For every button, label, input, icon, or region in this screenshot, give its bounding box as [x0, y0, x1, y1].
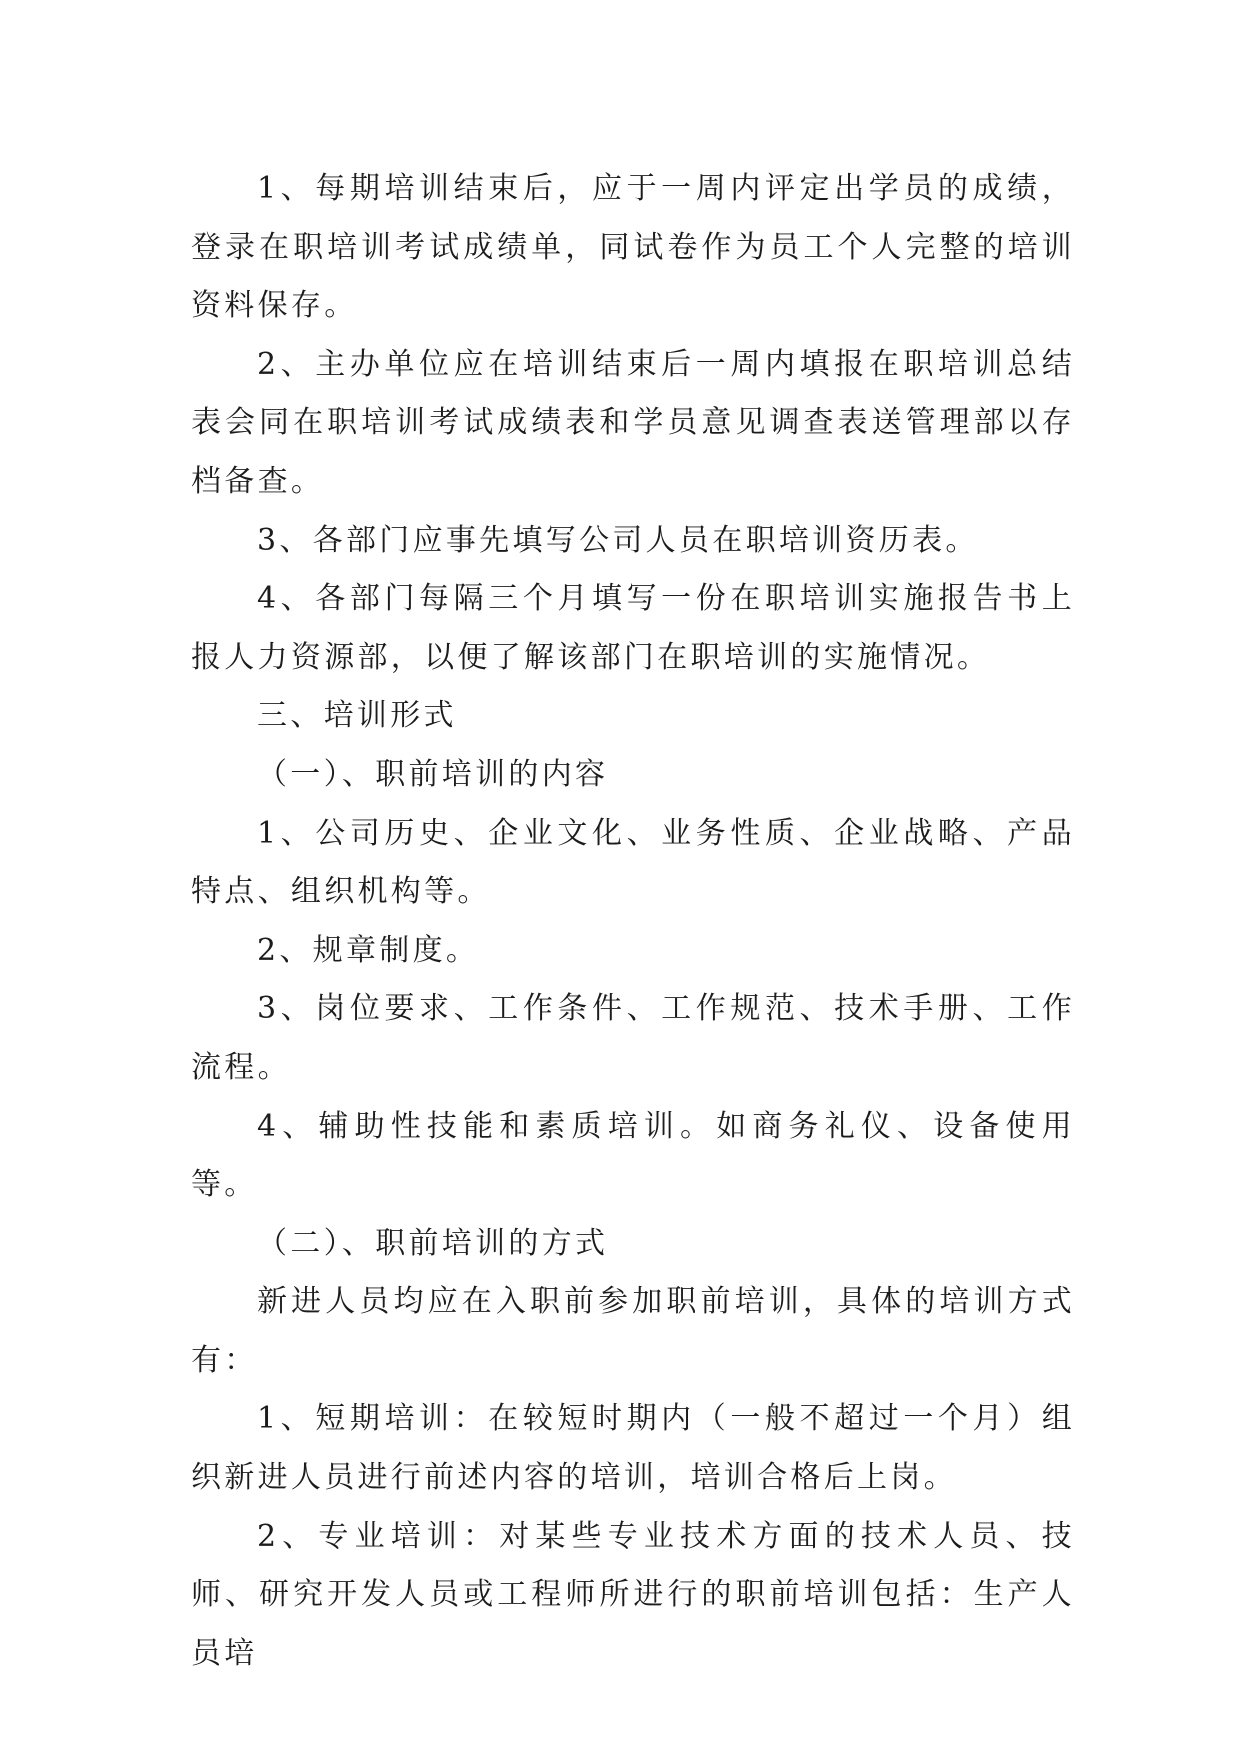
paragraph-new-staff: 新进人员均应在入职前参加职前培训，具体的培训方式有： — [191, 1284, 1075, 1378]
paragraph-rules: 2、规章制度。 — [257, 932, 480, 968]
paragraph-job-requirements: 3、岗位要求、工作条件、工作规范、技术手册、工作流程。 — [191, 991, 1075, 1085]
section-heading-training-forms: 三、培训形式 — [257, 698, 457, 734]
paragraph-company-history: 1、公司历史、企业文化、业务性质、企业战略、产品特点、组织机构等。 — [191, 815, 1075, 910]
paragraph-grade-recording: 1、每期培训结束后，应于一周内评定出学员的成绩，登录在职培训考试成绩单，同试卷作为员工个人完整的培训资料保存。 — [191, 171, 1075, 324]
paragraph-quarterly-report: 4、各部门每隔三个月填写一份在职培训实施报告书上报人力资源部，以便了解该部门在职培训的实施情况。 — [191, 581, 1075, 675]
paragraph-auxiliary-skills: 4、辅助性技能和素质培训。如商务礼仪、设备使用等。 — [191, 1108, 1075, 1203]
paragraph-summary-report: 2、主办单位应在培训结束后一周内填报在职培训总结表会同在职培训考试成绩表和学员意见调查表送管理部以存档备查。 — [191, 346, 1075, 499]
subheading-pre-job-content: （一）、职前培训的内容 — [257, 756, 609, 792]
subheading-pre-job-methods: （二）、职前培训的方式 — [257, 1225, 609, 1261]
paragraph-professional-training: 2、专业培训：对某些专业技术方面的技术人员、技师、研究开发人员或工程师所进行的职前培训包括：生产人员培 — [191, 1518, 1075, 1671]
paragraph-resume-form: 3、各部门应事先填写公司人员在职培训资历表。 — [257, 522, 979, 558]
document-body — [191, 160, 1075, 1683]
paragraph-short-term-training: 1、短期培训：在较短时期内（一般不超过一个月）组织新进人员进行前述内容的培训，培训合格后上岗。 — [191, 1401, 1075, 1496]
